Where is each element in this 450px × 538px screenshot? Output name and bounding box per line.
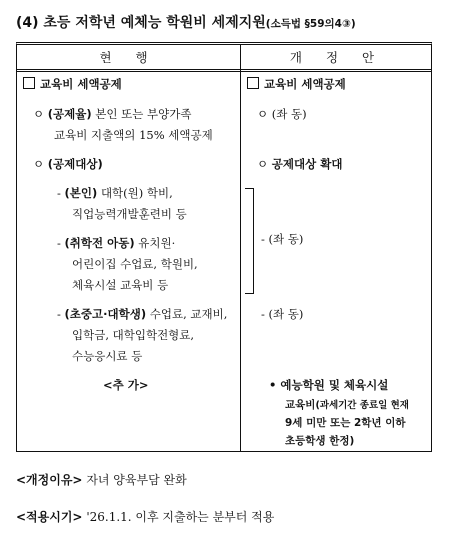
header-revised: 개 정 안 — [289, 50, 385, 65]
checkbox-square-icon — [247, 77, 259, 89]
rate-label: (공제율) — [47, 107, 92, 121]
added-marker: <추 가> — [103, 378, 149, 392]
new-item-line-2: 교육비(과세기간 종료일 현재 — [285, 399, 409, 411]
bracket-right — [245, 188, 254, 294]
new-item-line-4: 초등학생 한정) — [285, 435, 355, 447]
section-title — [16, 12, 356, 32]
header-divider — [17, 69, 431, 72]
school-line: - (초중고·대학생) 수업료, 교재비, — [57, 307, 228, 321]
bullet-dot-icon: • — [269, 378, 277, 392]
school-label: (초중고·대학생) — [64, 307, 147, 321]
checkbox-square-icon — [23, 77, 35, 89]
left-rate-line — [33, 104, 191, 125]
self-line: - (본인) 대학(원) 학비, — [57, 186, 173, 200]
timing-text: '26.1.1. 이후 지출하는 분부터 적용 — [86, 510, 275, 524]
right-target-line — [257, 154, 342, 175]
bullet-circle-icon: ㅇ — [257, 157, 269, 171]
self-text-2: 직업능력개발훈련비 등 — [72, 207, 187, 221]
preschool-text-1: 유치원· — [138, 236, 176, 250]
school-text-3: 수능응시료 등 — [72, 349, 143, 363]
column-divider — [240, 45, 241, 451]
preschool-label: (취학전 아동) — [64, 236, 135, 250]
school-same: - (좌 동) — [261, 307, 304, 321]
target-label: (공제대상) — [47, 157, 103, 171]
rate-same: (좌 동) — [271, 107, 307, 121]
preschool-text-2: 어린이집 수업료, 학원비, — [72, 257, 198, 271]
school-text-1: 수업료, 교재비, — [149, 307, 228, 321]
new-item-line-1: • 예능학원 및 체육시설 — [269, 378, 389, 392]
self-text-1: 대학(원) 학비, — [100, 186, 173, 200]
title-law-ref: (소득법 §59의4③) — [265, 18, 356, 30]
rate-text-2: 교육비 지출액의 15% 세액공제 — [54, 128, 213, 142]
reason-text: 자녀 양육부담 완화 — [86, 473, 187, 487]
rate-text-1: 본인 또는 부양가족 — [95, 107, 192, 121]
school-text-2: 입학금, 대학입학전형료, — [72, 328, 195, 342]
left-target-line — [33, 154, 103, 175]
bullet-circle-icon: ㅇ — [257, 107, 269, 121]
header-current: 현 행 — [99, 50, 158, 65]
comparison-table — [16, 42, 432, 452]
right-rate-line — [257, 104, 307, 125]
bullet-circle-icon: ㅇ — [33, 157, 45, 171]
preschool-text-3: 체육시설 교육비 등 — [72, 278, 169, 292]
right-section-heading: 교육비 세액공제 — [247, 74, 346, 95]
bracket-same: - (좌 동) — [261, 232, 304, 246]
reason-row — [16, 471, 187, 488]
target-expand: 공제대상 확대 — [271, 157, 343, 171]
preschool-line: - (취학전 아동) 유치원· — [57, 236, 176, 250]
timing-label: <적용시기> — [16, 510, 83, 524]
reason-label: <개정이유> — [16, 473, 83, 487]
bullet-circle-icon: ㅇ — [33, 107, 45, 121]
left-section-heading: 교육비 세액공제 — [23, 74, 122, 95]
self-label: (본인) — [64, 186, 98, 200]
timing-row — [16, 508, 274, 525]
title-main: (4) 초등 저학년 예체능 학원비 세제지원 — [16, 15, 266, 31]
new-item-line-3: 9세 미만 또는 2학년 이하 — [285, 417, 406, 429]
